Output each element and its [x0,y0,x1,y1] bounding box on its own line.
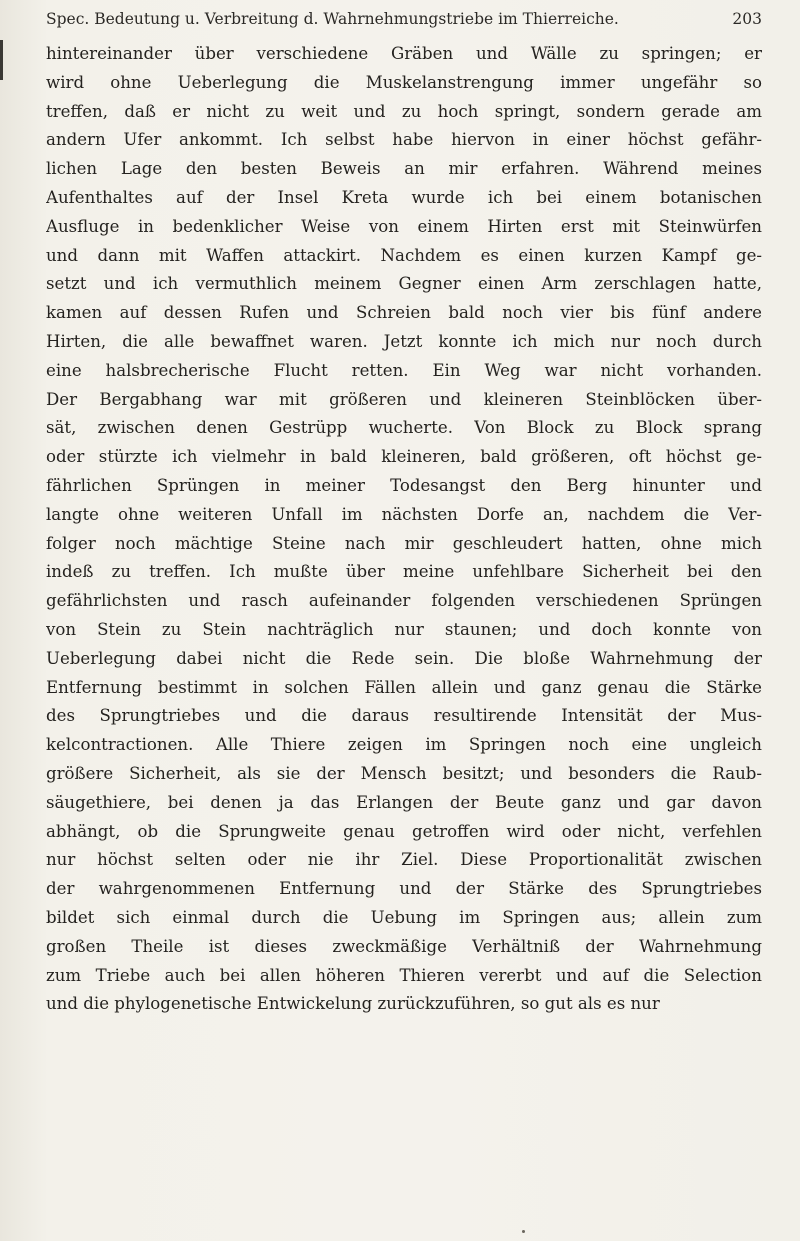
text-line: eine halsbrecherische Flucht retten. Ein Weg war nicht vorhanden. [46,360,762,380]
text-line: des Sprungtriebes und die daraus resultirende Intensität der Mus- [46,706,762,726]
text-line: langte ohne weiteren Unfall im nächsten Dorfe an, nachdem die Ver- [46,504,762,524]
text-line: großen Theile ist dieses zweckmäßige Verhältniß der Wahrnehmung [46,936,762,956]
text-line: hintereinander über verschiedene Gräben und Wälle zu springen; er [46,44,762,63]
text-line: treffen, daß er nicht zu weit und zu hoch springt, sondern gerade am [46,101,762,121]
text-line: Aufenthaltes auf der Insel Kreta wurde ich bei einem botanischen [46,187,762,207]
text-line: lichen Lage den besten Beweis an mir erfahren. Während meines [46,159,762,179]
text-line: Ausfluge in bedenklicher Weise von einem Hirten erst mit Steinwürfen [46,216,762,236]
print-speck [522,1230,525,1233]
text-line: folger noch mächtige Steine nach mir geschleudert hatten, ohne mich [46,533,762,553]
text-line: größere Sicherheit, als sie der Mensch besitzt; und besonders die Raub- [46,763,762,783]
text-line: nur höchst selten oder nie ihr Ziel. Diese Proportionalität zwischen [46,850,762,870]
text-line: bildet sich einmal durch die Uebung im Springen aus; allein zum [46,907,762,927]
text-line: und dann mit Waffen attackirt. Nachdem es einen kurzen Kampf ge- [46,245,762,265]
text-line: wird ohne Ueberlegung die Muskelanstrengung immer ungefähr so [46,72,762,92]
text-line: andern Ufer ankommt. Ich selbst habe hiervon in einer höchst gefähr- [46,130,762,150]
running-title: Spec. Bedeutung u. Verbreitung d. Wahrnehmungstriebe im Thierreiche. [46,10,619,28]
text-line: Hirten, die alle bewaffnet waren. Jetzt konnte ich mich nur noch durch [46,331,762,351]
text-line: sät, zwischen denen Gestrüpp wucherte. Von Block zu Block sprang [46,418,762,438]
text-line: abhängt, ob die Sprungweite genau getroffen wird oder nicht, verfehlen [46,821,762,841]
text-line: der wahrgenommenen Entfernung und der Stärke des Sprungtriebes [46,879,762,899]
page-header [46,10,762,32]
text-line: oder stürzte ich vielmehr in bald kleineren, bald größeren, oft höchst ge- [46,447,762,467]
margin-mark [0,40,3,80]
page-number: 203 [732,10,762,28]
text-line: gefährlichsten und rasch aufeinander folgenden verschiedenen Sprüngen [46,591,762,611]
text-line: setzt und ich vermuthlich meinem Gegner einen Arm zerschlagen hatte, [46,274,762,294]
text-line: fährlichen Sprüngen in meiner Todesangst den Berg hinunter und [46,475,762,495]
body-text [46,40,762,1019]
text-line: Der Bergabhang war mit größeren und kleineren Steinblöcken über- [46,389,762,409]
text-line: und die phylogenetische Entwickelung zurückzuführen, so gut als es nur [46,994,660,1014]
text-line: kamen auf dessen Rufen und Schreien bald noch vier bis fünf andere [46,303,762,323]
text-line: von Stein zu Stein nachträglich nur staunen; und doch konnte von [46,619,762,639]
text-line: Ueberlegung dabei nicht die Rede sein. Die bloße Wahrnehmung der [46,648,762,668]
text-line: zum Triebe auch bei allen höheren Thieren vererbt und auf die Selection [46,965,762,985]
text-line: indeß zu treffen. Ich mußte über meine unfehlbare Sicherheit bei den [46,562,762,582]
text-line: säugethiere, bei denen ja das Erlangen der Beute ganz und gar davon [46,792,762,812]
text-line: Entfernung bestimmt in solchen Fällen allein und ganz genau die Stärke [46,677,762,697]
text-line: kelcontractionen. Alle Thiere zeigen im Springen noch eine ungleich [46,735,762,755]
